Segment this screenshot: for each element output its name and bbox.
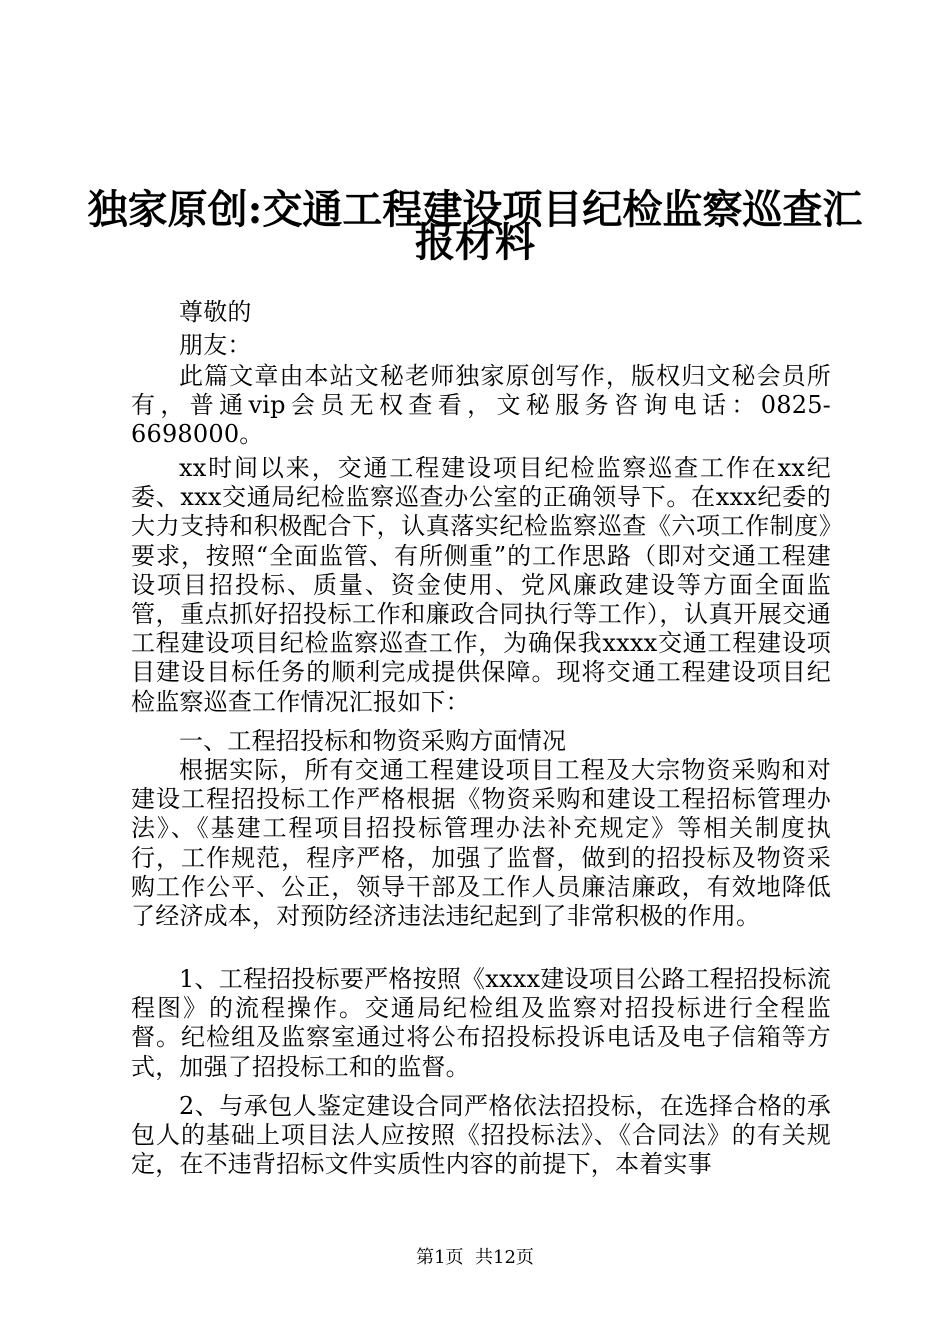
paragraph-bidding-overview: 根据实际，所有交通工程建设项目工程及大宗物资采购和对建设工程招投标工作严格根据《物资采购和建设工程招标管理办法》、《基建工程项目招投标管理办法补充规定》等相关制度执行，工作规范，程序严格，加强了监督，做到的招投标及物资采购工作公平、公正，领导干部及工作人员廉洁廉政，有效地降低了经济成本，对预防经济违法违纪起到了非常积极的作用。 xyxy=(131,756,831,931)
section-heading-bidding: 一、工程招投标和物资采购方面情况 xyxy=(179,727,567,755)
paragraph-copyright-notice: 此篇文章由本站文秘老师独家原创写作，版权归文秘会员所有，普通vip会员无权查看，文秘服务咨询电话：0825-6698000。 xyxy=(131,362,831,449)
paragraph-introduction: xx时间以来，交通工程建设项目纪检监察巡查工作在xx纪委、xxx交通局纪检监察巡查办公室的正确领导下。在xxx纪委的大力支持和积极配合下，认真落实纪检监察巡查《六项工作制度》要求，按照“全面监管、有所侧重”的工作思路（即对交通工程建设项目招投标、质量、资金使用、党风廉政建设等方面全面监管，重点抓好招投标工作和廉政合同执行等工作），认真开展交通工程建设项目纪检监察巡查工作，为确保我xxxx交通工程建设项目建设目标任务的顺利完成提供保障。现将交通工程建设项目纪检监察巡查工作情况汇报如下： xyxy=(131,454,831,716)
salutation-line-1: 尊敬的 xyxy=(179,298,252,326)
document-title-line-1: 独家原创:交通工程建设项目纪检监察巡查汇 xyxy=(87,186,863,233)
paragraph-item-1: 1、工程招投标要严格按照《xxxx建设项目公路工程招投标流程图》的流程操作。交通局纪检组及监察对招投标进行全程监督。纪检组及监察室通过将公布招投标投诉电话及电子信箱等方式，加强了招投标工和的监督。 xyxy=(131,965,831,1081)
salutation-line-2: 朋友： xyxy=(179,331,252,359)
paragraph-item-2: 2、与承包人鉴定建设合同严格依法招投标，在选择合格的承包人的基础上项目法人应按照《招投标法》、《合同法》的有关规定，在不违背招标文件实质性内容的前提下，本着实事 xyxy=(131,1092,831,1179)
page-number-footer: 第1页 共12页 xyxy=(416,1247,534,1268)
document-title-line-2: 报材料 xyxy=(415,219,535,266)
